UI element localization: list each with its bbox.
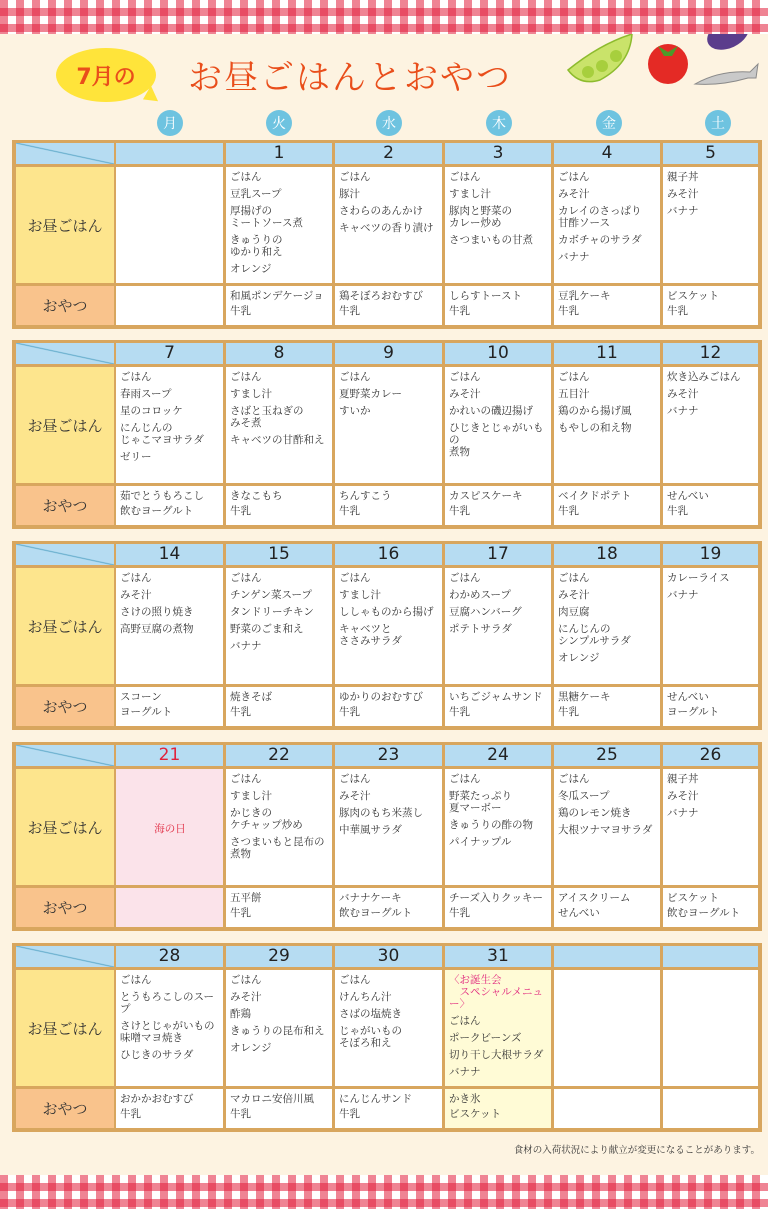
weekday-thu: 木 <box>486 110 512 136</box>
lunch-cell <box>116 367 223 483</box>
lunch-cell <box>116 769 223 885</box>
snack-item: いちごジャムサンド <box>449 691 543 703</box>
lunch-item: ごはん <box>558 773 590 785</box>
lunch-item: すまし汁 <box>449 188 491 200</box>
peapod-icon <box>568 34 632 82</box>
weekday-tue: 火 <box>266 110 292 136</box>
lunch-item: 親子丼 <box>667 773 699 785</box>
snack-item: アイスクリーム <box>558 892 631 904</box>
lunch-item: カレーライス <box>667 572 730 584</box>
lunch-item: 高野豆腐の煮物 <box>120 623 194 635</box>
date-header: 23 <box>335 745 442 766</box>
lunch-label: お昼ごはん <box>16 367 114 483</box>
snack-cell <box>335 1089 442 1128</box>
lunch-item: 星のコロッケ <box>120 405 183 417</box>
lunch-item: ひじきのサラダ <box>120 1049 194 1061</box>
date-header: 28 <box>116 946 223 967</box>
week-block <box>12 943 762 1132</box>
date-header: 15 <box>226 544 332 565</box>
snack-item: 牛乳 <box>230 907 251 919</box>
lunch-item: バナナ <box>230 640 262 652</box>
lunch-item: みそ汁 <box>558 589 590 601</box>
lunch-item: 豚肉と野菜の カレー炒め <box>449 205 512 229</box>
snack-item: マカロニ安倍川風 <box>230 1093 314 1105</box>
lunch-item: ごはん <box>230 773 262 785</box>
snack-item: 飲むヨーグルト <box>120 505 194 517</box>
snack-cell <box>116 486 223 525</box>
snack-cell <box>445 1089 551 1128</box>
snack-item: せんべい <box>667 490 709 502</box>
lunch-cell <box>226 970 332 1086</box>
snack-item: 牛乳 <box>558 305 579 317</box>
date-header: 9 <box>335 343 442 364</box>
date-header: 24 <box>445 745 551 766</box>
lunch-item: 厚揚げの ミートソース煮 <box>230 205 303 229</box>
snack-cell <box>116 1089 223 1128</box>
snack-label: おやつ <box>16 888 114 927</box>
lunch-item: 大根ツナマヨサラダ <box>558 824 653 836</box>
date-header: 1 <box>226 143 332 164</box>
lunch-item: オレンジ <box>558 652 600 664</box>
lunch-item: ごはん <box>339 974 371 986</box>
lunch-item: キャベツと ささみサラダ <box>339 623 402 647</box>
date-header <box>663 946 758 967</box>
lunch-cell <box>445 367 551 483</box>
gingham-border-top <box>0 0 768 34</box>
snack-item: 牛乳 <box>339 1108 360 1120</box>
lunch-item: すまし汁 <box>339 589 381 601</box>
snack-cell <box>335 888 442 927</box>
lunch-item: ごはん <box>558 171 590 183</box>
snack-item: 牛乳 <box>230 706 251 718</box>
snack-item: 牛乳 <box>230 505 251 517</box>
snack-item: 牛乳 <box>558 706 579 718</box>
lunch-item: ごはん <box>449 1015 481 1027</box>
date-header: 16 <box>335 544 442 565</box>
snack-label: おやつ <box>16 687 114 726</box>
week-block <box>12 541 762 730</box>
lunch-item: オレンジ <box>230 263 272 275</box>
snack-item: かき氷 <box>449 1093 481 1105</box>
lunch-item: みそ汁 <box>667 188 699 200</box>
snack-item: 五平餅 <box>230 892 262 904</box>
lunch-item: バナナ <box>667 205 699 217</box>
snack-item: カスピスケーキ <box>449 490 523 502</box>
lunch-item: ごはん <box>449 171 481 183</box>
date-header: 14 <box>116 544 223 565</box>
snack-item: 牛乳 <box>558 505 579 517</box>
snack-cell <box>116 687 223 726</box>
lunch-item: さけとじゃがいもの 味噌マヨ焼き <box>120 1020 215 1044</box>
snack-item: 牛乳 <box>120 1108 141 1120</box>
lunch-item: ポークビーンズ <box>449 1032 522 1044</box>
date-header: 22 <box>226 745 332 766</box>
snack-item: チーズ入りクッキー <box>449 892 543 904</box>
lunch-item: カレイのさっぱり 甘酢ソース <box>558 205 642 229</box>
snack-item: 牛乳 <box>339 305 360 317</box>
snack-item: 和風ポンデケージョ <box>230 290 324 302</box>
date-header: 7 <box>116 343 223 364</box>
date-header: 8 <box>226 343 332 364</box>
lunch-item: さつまいもの甘煮 <box>449 234 533 246</box>
lunch-label: お昼ごはん <box>16 568 114 684</box>
vegetable-illustration <box>560 34 760 104</box>
header-corner <box>16 745 114 766</box>
lunch-item: 夏野菜カレー <box>339 388 402 400</box>
lunch-cell <box>554 367 660 483</box>
lunch-item: ゼリー <box>120 451 152 463</box>
date-header: 11 <box>554 343 660 364</box>
snack-item: 飲むヨーグルト <box>339 907 413 919</box>
lunch-item: オレンジ <box>230 1042 272 1054</box>
lunch-cell <box>116 970 223 1086</box>
snack-label: おやつ <box>16 286 114 325</box>
lunch-item: 五目汁 <box>558 388 590 400</box>
lunch-cell <box>116 167 223 283</box>
snack-cell <box>445 286 551 325</box>
title-area <box>0 42 768 112</box>
lunch-item: もやしの和え物 <box>558 422 632 434</box>
lunch-item: バナナ <box>667 589 699 601</box>
lunch-item: バナナ <box>558 251 590 263</box>
week-block <box>12 742 762 931</box>
lunch-item: すまし汁 <box>230 388 272 400</box>
lunch-cell <box>554 970 660 1086</box>
lunch-item: 親子丼 <box>667 171 699 183</box>
date-header: 26 <box>663 745 758 766</box>
special-menu-note: 〈お誕生会 スペシャルメニュー〉 <box>449 974 543 1010</box>
lunch-item: キャベツの香り漬け <box>339 222 434 234</box>
lunch-cell <box>663 167 758 283</box>
tomato-icon <box>648 44 688 84</box>
lunch-item: みそ汁 <box>339 790 371 802</box>
lunch-item: みそ汁 <box>558 188 590 200</box>
snack-cell <box>226 1089 332 1128</box>
lunch-item: 豆乳スープ <box>230 188 282 200</box>
snack-cell <box>445 486 551 525</box>
lunch-item: さわらのあんかけ <box>339 205 423 217</box>
lunch-cell <box>554 568 660 684</box>
date-header: 25 <box>554 745 660 766</box>
lunch-item: ごはん <box>449 371 481 383</box>
lunch-item: みそ汁 <box>667 388 699 400</box>
holiday-label: 海の日 <box>154 823 186 835</box>
snack-item: しらすトースト <box>449 290 522 302</box>
lunch-item: きゅうりの ゆかり和え <box>230 234 283 258</box>
lunch-cell <box>335 970 442 1086</box>
weekday-fri: 金 <box>596 110 622 136</box>
lunch-item: ごはん <box>230 572 262 584</box>
lunch-item: ごはん <box>558 572 590 584</box>
header-corner <box>16 946 114 967</box>
date-header: 18 <box>554 544 660 565</box>
snack-cell <box>335 286 442 325</box>
date-header <box>554 946 660 967</box>
lunch-item: 炊き込みごはん <box>667 371 741 383</box>
snack-cell <box>663 486 758 525</box>
footer-note: 食材の入荷状況により献立が変更になることがあります。 <box>513 1145 760 1156</box>
lunch-item: さばと玉ねぎの みそ煮 <box>230 405 304 429</box>
lunch-item: ごはん <box>230 974 262 986</box>
date-header: 4 <box>554 143 660 164</box>
snack-cell <box>554 888 660 927</box>
snack-item: 牛乳 <box>449 305 470 317</box>
lunch-item: にんじんの シンプルサラダ <box>558 623 631 647</box>
lunch-item: ごはん <box>120 371 152 383</box>
date-header: 10 <box>445 343 551 364</box>
snack-cell <box>116 286 223 325</box>
weekday-wed: 水 <box>376 110 402 136</box>
snack-item: ビスケット <box>449 1108 501 1120</box>
date-header: 3 <box>445 143 551 164</box>
lunch-item: バナナ <box>667 807 699 819</box>
snack-item: バナナケーキ <box>339 892 402 904</box>
snack-cell <box>226 687 332 726</box>
snack-item: 茹でとうもろこし <box>120 490 204 502</box>
lunch-item: ごはん <box>339 371 371 383</box>
lunch-item: さけの照り焼き <box>120 606 194 618</box>
date-header: 12 <box>663 343 758 364</box>
lunch-cell <box>663 367 758 483</box>
lunch-item: チンゲン菜スープ <box>230 589 313 601</box>
snack-item: おかかおむすび <box>120 1093 194 1105</box>
snack-cell <box>445 888 551 927</box>
snack-item: 牛乳 <box>449 706 470 718</box>
lunch-item: わかめスープ <box>449 589 511 601</box>
lunch-item: タンドリーチキン <box>230 606 314 618</box>
snack-item: ビスケット <box>667 290 719 302</box>
snack-label: おやつ <box>16 1089 114 1128</box>
gingham-border-bottom <box>0 1175 768 1209</box>
lunch-cell <box>554 769 660 885</box>
lunch-label: お昼ごはん <box>16 167 114 283</box>
lunch-item: 中華風サラダ <box>339 824 402 836</box>
lunch-item: すまし汁 <box>230 790 272 802</box>
snack-cell <box>226 888 332 927</box>
date-header: 5 <box>663 143 758 164</box>
snack-item: 豆乳ケーキ <box>558 290 611 302</box>
snack-item: 飲むヨーグルト <box>667 907 741 919</box>
lunch-item: じゃがいもの そぼろ和え <box>339 1025 402 1049</box>
header-corner <box>16 544 114 565</box>
lunch-item: 酢鶏 <box>230 1008 251 1020</box>
snack-item: 牛乳 <box>230 1108 251 1120</box>
date-header: 31 <box>445 946 551 967</box>
lunch-label: お昼ごはん <box>16 970 114 1086</box>
snack-item: ちんすこう <box>339 490 392 502</box>
lunch-item: パイナップル <box>449 836 512 848</box>
date-header: 30 <box>335 946 442 967</box>
lunch-cell <box>445 970 551 1086</box>
snack-item: にんじんサンド <box>339 1093 412 1105</box>
fish-icon <box>695 64 758 84</box>
lunch-item: ししゃものから揚げ <box>339 606 434 618</box>
date-header <box>116 143 223 164</box>
snack-item: せんべい <box>558 907 600 919</box>
snack-cell <box>554 687 660 726</box>
snack-item: 鶏そぼろおむすび <box>339 290 423 302</box>
lunch-cell <box>335 167 442 283</box>
lunch-item: 野菜のごま和え <box>230 623 304 635</box>
date-header: 29 <box>226 946 332 967</box>
month-badge <box>56 48 156 102</box>
lunch-item: ごはん <box>120 572 152 584</box>
lunch-item: ごはん <box>230 371 262 383</box>
snack-item: ヨーグルト <box>120 706 173 718</box>
lunch-item: ごはん <box>339 572 371 584</box>
lunch-item: 豚肉のもち米蒸し <box>339 807 423 819</box>
lunch-item: 肉豆腐 <box>558 606 590 618</box>
lunch-item: バナナ <box>449 1066 481 1078</box>
snack-item: 牛乳 <box>667 505 688 517</box>
lunch-cell <box>116 568 223 684</box>
lunch-item: ポテトサラダ <box>449 623 512 635</box>
date-header: 21 <box>116 745 223 766</box>
lunch-item: みそ汁 <box>120 589 152 601</box>
lunch-item: さつまいもと昆布の 煮物 <box>230 836 325 860</box>
snack-cell <box>226 286 332 325</box>
snack-cell <box>663 687 758 726</box>
lunch-item: 鶏のから揚げ風 <box>558 405 632 417</box>
lunch-item: ごはん <box>230 171 262 183</box>
lunch-item: きゅうりの酢の物 <box>449 819 533 831</box>
snack-cell <box>335 486 442 525</box>
snack-item: せんべい <box>667 691 709 703</box>
week-block <box>12 340 762 529</box>
lunch-item: バナナ <box>667 405 699 417</box>
lunch-cell <box>663 568 758 684</box>
snack-cell <box>554 1089 660 1128</box>
date-header: 17 <box>445 544 551 565</box>
lunch-item: キャベツの甘酢和え <box>230 434 325 446</box>
lunch-item: 春雨スープ <box>120 388 172 400</box>
lunch-item: 野菜たっぷり 夏マーボー <box>449 790 512 814</box>
lunch-item: かじきの ケチャップ炒め <box>230 807 303 831</box>
weekday-mon: 月 <box>157 110 183 136</box>
snack-cell <box>554 486 660 525</box>
lunch-cell <box>445 769 551 885</box>
lunch-cell <box>663 769 758 885</box>
snack-item: 牛乳 <box>667 305 688 317</box>
lunch-item: かれいの磯辺揚げ <box>449 405 533 417</box>
lunch-item: 豚汁 <box>339 188 360 200</box>
lunch-cell <box>445 167 551 283</box>
page-title: お昼ごはんとおやつ <box>188 58 512 98</box>
snack-item: 牛乳 <box>339 706 360 718</box>
date-header: 19 <box>663 544 758 565</box>
lunch-item: 切り干し大根サラダ <box>449 1049 544 1061</box>
weekday-header <box>0 110 768 138</box>
eggplant-icon <box>702 34 754 56</box>
lunch-item: けんちん汁 <box>339 991 392 1003</box>
lunch-cell <box>226 568 332 684</box>
snack-cell <box>116 888 223 927</box>
snack-cell <box>663 286 758 325</box>
lunch-item: みそ汁 <box>667 790 699 802</box>
lunch-item: ごはん <box>339 773 371 785</box>
snack-item: ベイクドポテト <box>558 490 632 502</box>
header-corner <box>16 343 114 364</box>
week-block <box>12 140 762 329</box>
lunch-item: きゅうりの昆布和え <box>230 1025 325 1037</box>
lunch-cell <box>445 568 551 684</box>
snack-item: ヨーグルト <box>667 706 720 718</box>
snack-item: きなこもち <box>230 490 283 502</box>
lunch-item: ごはん <box>120 974 152 986</box>
snack-item: ゆかりのおむすび <box>339 691 423 703</box>
lunch-item: 冬瓜スープ <box>558 790 610 802</box>
lunch-cell <box>335 568 442 684</box>
lunch-item: さばの塩焼き <box>339 1008 402 1020</box>
header-corner <box>16 143 114 164</box>
lunch-item: 鶏のレモン焼き <box>558 807 632 819</box>
lunch-item: みそ汁 <box>449 388 481 400</box>
lunch-item: ごはん <box>339 171 371 183</box>
month-badge-text: 7月の <box>76 64 136 90</box>
snack-item: 焼きそば <box>230 691 272 703</box>
lunch-cell <box>226 367 332 483</box>
lunch-cell <box>226 167 332 283</box>
snack-cell <box>335 687 442 726</box>
lunch-item: 豆腐ハンバーグ <box>449 606 522 618</box>
snack-cell <box>445 687 551 726</box>
snack-item: 牛乳 <box>449 907 470 919</box>
lunch-label: お昼ごはん <box>16 769 114 885</box>
snack-item: 牛乳 <box>449 505 470 517</box>
lunch-item: ごはん <box>449 572 481 584</box>
snack-cell <box>226 486 332 525</box>
lunch-item: ごはん <box>449 773 481 785</box>
lunch-item: カボチャのサラダ <box>558 234 642 246</box>
lunch-item: とうもろこしのスープ <box>120 991 214 1015</box>
snack-item: 牛乳 <box>230 305 251 317</box>
lunch-cell <box>554 167 660 283</box>
snack-cell <box>663 1089 758 1128</box>
lunch-item: にんじんの じゃこマヨサラダ <box>120 422 204 446</box>
lunch-item: みそ汁 <box>230 991 262 1003</box>
lunch-item: ごはん <box>558 371 590 383</box>
snack-item: ビスケット <box>667 892 719 904</box>
lunch-cell <box>663 970 758 1086</box>
date-header: 2 <box>335 143 442 164</box>
lunch-item: すいか <box>339 405 371 417</box>
snack-cell <box>554 286 660 325</box>
snack-item: 牛乳 <box>339 505 360 517</box>
snack-label: おやつ <box>16 486 114 525</box>
snack-item: スコーン <box>120 691 162 703</box>
weekday-sat: 土 <box>705 110 731 136</box>
snack-item: 黒糖ケーキ <box>558 691 611 703</box>
lunch-item: ひじきとじゃがいもの 煮物 <box>449 422 544 458</box>
lunch-cell <box>335 367 442 483</box>
lunch-cell <box>226 769 332 885</box>
snack-cell <box>663 888 758 927</box>
lunch-cell <box>335 769 442 885</box>
